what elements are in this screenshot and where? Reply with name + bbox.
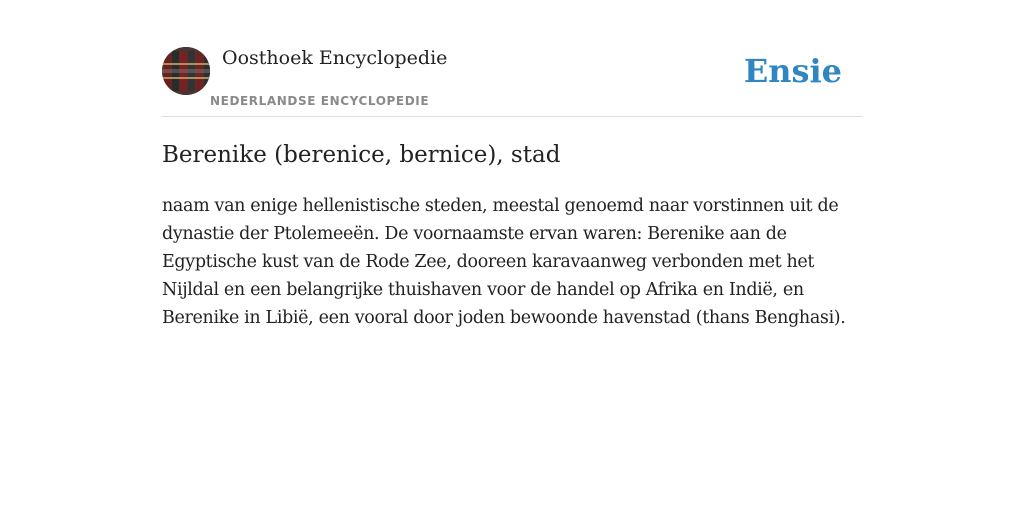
- site-header: [162, 46, 862, 117]
- article-title: Berenike (berenice, bernice), stad: [162, 142, 561, 168]
- article-body: naam van enige hellenistische steden, meestal genoemd naar vorstinnen uit de dynastie der Ptolemeeën. De voornaamste ervan waren: Berenike aan de Egyptische kust van de Rode Zee, dooreen karavaanweg verbonden met het Nijldal en een belangrijke thuishaven voor de handel op Afrika en Indië, en Berenike in Libië, een vooral door joden bewoonde havenstad (thans Benghasi).: [162, 196, 846, 328]
- encyclopedia-books-icon[interactable]: [162, 47, 210, 95]
- site-subtitle: NEDERLANDSE ENCYCLOPEDIE: [210, 94, 430, 108]
- site-name[interactable]: Oosthoek Encyclopedie: [222, 47, 448, 69]
- brand-logo-link[interactable]: Ensie: [743, 52, 842, 90]
